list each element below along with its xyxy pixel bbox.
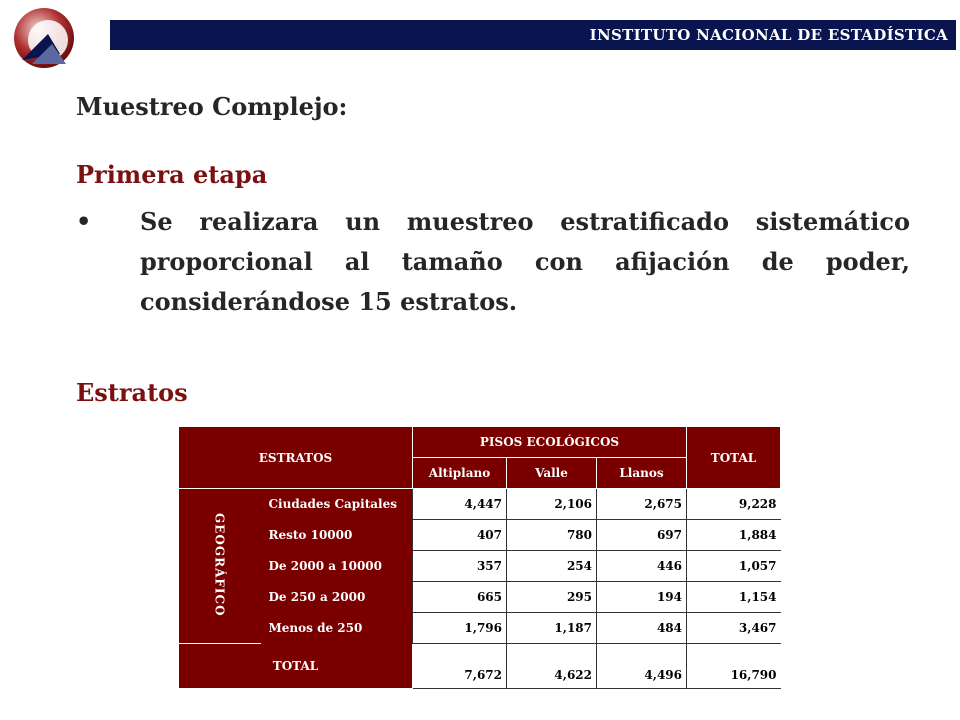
slide-subtitle: Primera etapa [76, 160, 268, 189]
cell-value: 446 [597, 551, 687, 582]
header-total: TOTAL [687, 427, 781, 489]
total-row [179, 644, 781, 689]
bullet-symbol: • [76, 207, 92, 236]
cell-value: 1,187 [507, 613, 597, 644]
estratos-table [178, 426, 781, 689]
cell-value: 2,106 [507, 489, 597, 520]
section-title: Estratos [76, 378, 188, 407]
header-altiplano: Altiplano [413, 458, 507, 489]
row-label: Resto 10000 [261, 520, 413, 551]
cell-value: 1,057 [687, 551, 781, 582]
table-row [179, 489, 781, 520]
header-llanos: Llanos [597, 458, 687, 489]
row-label: De 2000 a 10000 [261, 551, 413, 582]
cell-value: 4,447 [413, 489, 507, 520]
cell-value: 1,796 [413, 613, 507, 644]
institution-name: INSTITUTO NACIONAL DE ESTADÍSTICA [589, 26, 948, 44]
row-label: De 250 a 2000 [261, 582, 413, 613]
table-row [179, 582, 781, 613]
group-label: GEOGRÁFICO [212, 512, 227, 617]
cell-value: 697 [597, 520, 687, 551]
table-row [179, 613, 781, 644]
slide-title: Muestreo Complejo: [76, 92, 348, 121]
row-label: Ciudades Capitales [261, 489, 413, 520]
group-label-cell [179, 489, 261, 644]
total-label: TOTAL [179, 644, 413, 689]
header-bar [110, 20, 956, 50]
bullet-text: Se realizara un muestreo estratificado sistemático proporcional al tamaño con afijación de poder, considerándose 15 estratos. [140, 207, 910, 316]
cell-value: 1,884 [687, 520, 781, 551]
cell-value: 3,467 [687, 613, 781, 644]
cell-value: 2,675 [597, 489, 687, 520]
header-pisos-ecologicos: PISOS ECOLÓGICOS [413, 427, 687, 458]
cell-value: 407 [413, 520, 507, 551]
cell-value: 9,228 [687, 489, 781, 520]
row-label: Menos de 250 [261, 613, 413, 644]
total-value: 7,672 [413, 644, 507, 689]
cell-value: 295 [507, 582, 597, 613]
total-value: 16,790 [687, 644, 781, 689]
header-valle: Valle [507, 458, 597, 489]
table-row [179, 551, 781, 582]
cell-value: 254 [507, 551, 597, 582]
cell-value: 357 [413, 551, 507, 582]
cell-value: 780 [507, 520, 597, 551]
cell-value: 665 [413, 582, 507, 613]
ine-logo [8, 4, 80, 72]
total-value: 4,622 [507, 644, 597, 689]
bullet-item [76, 202, 910, 322]
cell-value: 194 [597, 582, 687, 613]
table-row [179, 520, 781, 551]
cell-value: 1,154 [687, 582, 781, 613]
cell-value: 484 [597, 613, 687, 644]
header-estratos: ESTRATOS [179, 427, 413, 489]
total-value: 4,496 [597, 644, 687, 689]
